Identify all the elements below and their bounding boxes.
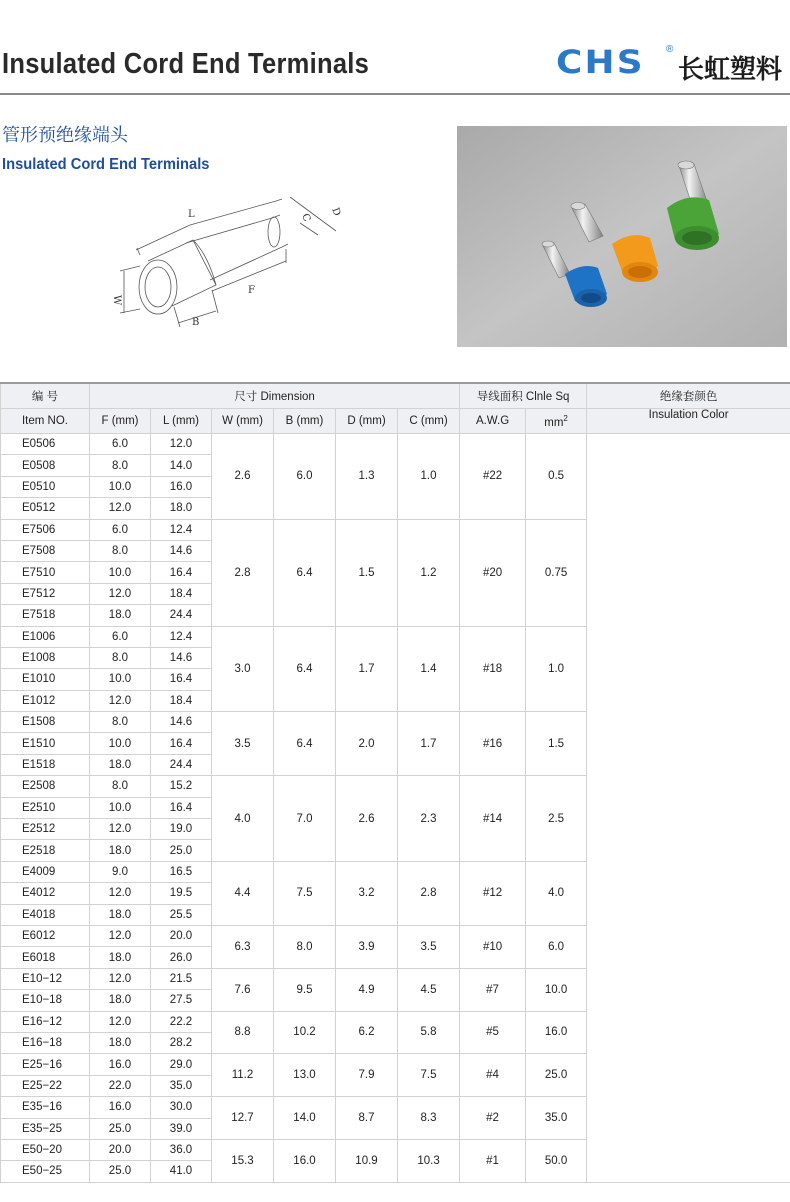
cell-D: 2.6: [336, 776, 398, 862]
cell-B: 6.4: [274, 626, 336, 712]
cell-F: 8.0: [90, 712, 151, 733]
cell-F: 6.0: [90, 519, 151, 540]
cell-F: 12.0: [90, 968, 151, 989]
cell-L: 14.6: [151, 647, 212, 668]
cell-item: E1518: [1, 754, 90, 775]
cell-L: 18.4: [151, 690, 212, 711]
cell-W: 6.3: [212, 925, 274, 968]
registered-mark: ®: [666, 44, 674, 55]
cell-D: 10.9: [336, 1139, 398, 1182]
cell-W: 8.8: [212, 1011, 274, 1054]
cell-item: E35−25: [1, 1118, 90, 1139]
cell-F: 10.0: [90, 669, 151, 690]
cell-mm2: 1.0: [526, 626, 587, 712]
cell-D: 3.9: [336, 925, 398, 968]
cell-item: E4012: [1, 883, 90, 904]
cell-item: E1510: [1, 733, 90, 754]
table-row: [1, 434, 790, 455]
cell-L: 14.6: [151, 540, 212, 561]
header-dimension: 尺寸 Dimension: [90, 383, 460, 409]
header-mm2-sup: 2: [563, 413, 568, 423]
cell-B: 10.2: [274, 1011, 336, 1054]
cell-W: 4.4: [212, 861, 274, 925]
cell-item: E50−20: [1, 1139, 90, 1160]
cell-item: E10−18: [1, 990, 90, 1011]
header-D: D (mm): [336, 409, 398, 434]
cell-F: 18.0: [90, 605, 151, 626]
cell-item: E35−16: [1, 1097, 90, 1118]
cell-item: E2510: [1, 797, 90, 818]
cell-L: 16.0: [151, 476, 212, 497]
cell-L: 12.4: [151, 626, 212, 647]
diagram-label-W: W: [111, 295, 122, 306]
cell-C: 2.8: [398, 861, 460, 925]
section-title-en: Insulated Cord End Terminals: [2, 156, 210, 173]
cell-D: 6.2: [336, 1011, 398, 1054]
spec-table: [0, 382, 790, 1183]
logo-wordmark: CHS: [556, 43, 645, 81]
cell-awg: #7: [460, 968, 526, 1011]
cell-F: 9.0: [90, 861, 151, 882]
cell-D: 4.9: [336, 968, 398, 1011]
cell-B: 7.0: [274, 776, 336, 862]
diagram-label-C: C: [299, 212, 313, 224]
cell-F: 12.0: [90, 925, 151, 946]
terminal-dimension-diagram: [100, 185, 360, 345]
cell-L: 26.0: [151, 947, 212, 968]
cell-awg: #14: [460, 776, 526, 862]
cell-F: 12.0: [90, 883, 151, 904]
page-header: [0, 0, 790, 96]
header-C: C (mm): [398, 409, 460, 434]
cell-F: 25.0: [90, 1161, 151, 1182]
section-title-cn: 管形预绝缘端头: [2, 125, 128, 146]
cell-W: 12.7: [212, 1097, 274, 1140]
cell-mm2: 50.0: [526, 1139, 587, 1182]
cell-W: 11.2: [212, 1054, 274, 1097]
cell-item: E6018: [1, 947, 90, 968]
cell-item: E50−25: [1, 1161, 90, 1182]
cell-item: E16−18: [1, 1032, 90, 1053]
cell-F: 10.0: [90, 797, 151, 818]
cell-B: 6.4: [274, 519, 336, 626]
cell-item: E16−12: [1, 1011, 90, 1032]
cell-F: 6.0: [90, 434, 151, 455]
cell-item: E2508: [1, 776, 90, 797]
cell-C: 5.8: [398, 1011, 460, 1054]
header-item-en: Item NO.: [1, 409, 90, 434]
cell-awg: #10: [460, 925, 526, 968]
cell-L: 36.0: [151, 1139, 212, 1160]
cell-L: 12.0: [151, 434, 212, 455]
header-F: F (mm): [90, 409, 151, 434]
cell-B: 7.5: [274, 861, 336, 925]
cell-item: E2518: [1, 840, 90, 861]
cell-L: 39.0: [151, 1118, 212, 1139]
cell-L: 16.5: [151, 861, 212, 882]
cell-awg: #16: [460, 712, 526, 776]
cell-L: 24.4: [151, 605, 212, 626]
cell-F: 12.0: [90, 1011, 151, 1032]
cell-F: 18.0: [90, 947, 151, 968]
cell-B: 6.0: [274, 434, 336, 520]
diagram-label-L: L: [188, 209, 195, 220]
cell-awg: #12: [460, 861, 526, 925]
cell-item: E0510: [1, 476, 90, 497]
cell-L: 25.0: [151, 840, 212, 861]
cell-C: 1.7: [398, 712, 460, 776]
cell-L: 25.5: [151, 904, 212, 925]
cell-D: 3.2: [336, 861, 398, 925]
cell-D: 1.7: [336, 626, 398, 712]
cell-B: 6.4: [274, 712, 336, 776]
cell-W: 2.8: [212, 519, 274, 626]
cell-mm2: 1.5: [526, 712, 587, 776]
cell-awg: #2: [460, 1097, 526, 1140]
cell-item: E10−12: [1, 968, 90, 989]
cell-L: 22.2: [151, 1011, 212, 1032]
cell-awg: #5: [460, 1011, 526, 1054]
cell-F: 12.0: [90, 498, 151, 519]
cell-L: 21.5: [151, 968, 212, 989]
spec-table-body: [1, 434, 790, 1183]
cell-F: 8.0: [90, 647, 151, 668]
cell-C: 10.3: [398, 1139, 460, 1182]
cell-F: 12.0: [90, 690, 151, 711]
cell-W: 3.5: [212, 712, 274, 776]
cell-L: 16.4: [151, 562, 212, 583]
cell-W: 2.6: [212, 434, 274, 520]
header-mm2: [526, 409, 587, 434]
cell-F: 18.0: [90, 990, 151, 1011]
header-W: W (mm): [212, 409, 274, 434]
cell-F: 25.0: [90, 1118, 151, 1139]
cell-L: 19.5: [151, 883, 212, 904]
cell-B: 13.0: [274, 1054, 336, 1097]
cell-L: 29.0: [151, 1054, 212, 1075]
cell-L: 20.0: [151, 925, 212, 946]
diagram-label-F: F: [248, 285, 255, 296]
cell-D: 7.9: [336, 1054, 398, 1097]
cell-F: 20.0: [90, 1139, 151, 1160]
cell-item: E4018: [1, 904, 90, 925]
cell-awg: #20: [460, 519, 526, 626]
cell-F: 10.0: [90, 562, 151, 583]
cell-insulation-color: [587, 434, 790, 1183]
page-title: Insulated Cord End Terminals: [2, 48, 370, 80]
cell-F: 12.0: [90, 583, 151, 604]
header-item-cn: 编 号: [1, 383, 90, 409]
cell-item: E7518: [1, 605, 90, 626]
cell-C: 2.3: [398, 776, 460, 862]
logo-chinese-name: 长虹塑料: [678, 54, 783, 84]
cell-mm2: 6.0: [526, 925, 587, 968]
cell-F: 22.0: [90, 1075, 151, 1096]
cell-item: E25−22: [1, 1075, 90, 1096]
cell-L: 14.0: [151, 455, 212, 476]
cell-L: 30.0: [151, 1097, 212, 1118]
cell-mm2: 0.75: [526, 519, 587, 626]
cell-item: E4009: [1, 861, 90, 882]
cell-L: 41.0: [151, 1161, 212, 1182]
cell-B: 9.5: [274, 968, 336, 1011]
cell-L: 15.2: [151, 776, 212, 797]
cell-item: E0508: [1, 455, 90, 476]
cell-F: 18.0: [90, 1032, 151, 1053]
cell-mm2: 16.0: [526, 1011, 587, 1054]
cell-mm2: 35.0: [526, 1097, 587, 1140]
cell-L: 18.4: [151, 583, 212, 604]
cell-F: 18.0: [90, 840, 151, 861]
header-color-en: Insulation Color: [587, 409, 790, 434]
cell-item: E6012: [1, 925, 90, 946]
cell-L: 18.0: [151, 498, 212, 519]
cell-L: 19.0: [151, 819, 212, 840]
cell-F: 12.0: [90, 819, 151, 840]
cell-F: 6.0: [90, 626, 151, 647]
header-color-cn: 绝缘套颜色: [587, 383, 790, 409]
cell-F: 10.0: [90, 733, 151, 754]
cell-item: E1012: [1, 690, 90, 711]
cell-D: 1.3: [336, 434, 398, 520]
cell-L: 12.4: [151, 519, 212, 540]
cell-F: 8.0: [90, 455, 151, 476]
header-L: L (mm): [151, 409, 212, 434]
cell-W: 3.0: [212, 626, 274, 712]
cell-C: 7.5: [398, 1054, 460, 1097]
cell-item: E7506: [1, 519, 90, 540]
cell-L: 24.4: [151, 754, 212, 775]
cell-item: E1010: [1, 669, 90, 690]
header-mm2-unit: mm: [544, 416, 564, 429]
cell-C: 1.4: [398, 626, 460, 712]
cell-mm2: 2.5: [526, 776, 587, 862]
cell-B: 8.0: [274, 925, 336, 968]
cell-B: 16.0: [274, 1139, 336, 1182]
cell-L: 27.5: [151, 990, 212, 1011]
cell-L: 16.4: [151, 669, 212, 690]
cell-mm2: 0.5: [526, 434, 587, 520]
cell-item: E1006: [1, 626, 90, 647]
cell-D: 2.0: [336, 712, 398, 776]
cell-F: 8.0: [90, 776, 151, 797]
header-divider: [0, 93, 790, 95]
cell-awg: #4: [460, 1054, 526, 1097]
cell-mm2: 10.0: [526, 968, 587, 1011]
cell-W: 7.6: [212, 968, 274, 1011]
header-awg: A.W.G: [460, 409, 526, 434]
cell-item: E7508: [1, 540, 90, 561]
cell-C: 1.0: [398, 434, 460, 520]
cell-D: 8.7: [336, 1097, 398, 1140]
diagram-label-D: D: [329, 206, 343, 218]
cell-L: 28.2: [151, 1032, 212, 1053]
diagram-label-B: B: [192, 317, 200, 328]
cell-item: E7512: [1, 583, 90, 604]
cell-F: 8.0: [90, 540, 151, 561]
cell-awg: #18: [460, 626, 526, 712]
cell-L: 16.4: [151, 797, 212, 818]
cell-mm2: 25.0: [526, 1054, 587, 1097]
cell-F: 18.0: [90, 754, 151, 775]
product-photo: [457, 126, 787, 347]
cell-awg: #1: [460, 1139, 526, 1182]
cell-item: E0512: [1, 498, 90, 519]
cell-C: 3.5: [398, 925, 460, 968]
cell-W: 4.0: [212, 776, 274, 862]
cell-mm2: 4.0: [526, 861, 587, 925]
photo-background: [457, 126, 787, 347]
cell-C: 4.5: [398, 968, 460, 1011]
cell-item: E0506: [1, 434, 90, 455]
cell-F: 18.0: [90, 904, 151, 925]
cell-L: 16.4: [151, 733, 212, 754]
cell-awg: #22: [460, 434, 526, 520]
cell-L: 35.0: [151, 1075, 212, 1096]
cell-C: 8.3: [398, 1097, 460, 1140]
header-B: B (mm): [274, 409, 336, 434]
cell-item: E1508: [1, 712, 90, 733]
cell-W: 15.3: [212, 1139, 274, 1182]
cell-F: 16.0: [90, 1054, 151, 1075]
brand-logo: [556, 43, 783, 84]
cell-item: E2512: [1, 819, 90, 840]
cell-L: 14.6: [151, 712, 212, 733]
cell-item: E25−16: [1, 1054, 90, 1075]
header-wire-area: 导线面积 Clnle Sq: [460, 383, 587, 409]
cell-item: E1008: [1, 647, 90, 668]
cell-F: 10.0: [90, 476, 151, 497]
cell-C: 1.2: [398, 519, 460, 626]
cell-F: 16.0: [90, 1097, 151, 1118]
cell-B: 14.0: [274, 1097, 336, 1140]
cell-D: 1.5: [336, 519, 398, 626]
cell-item: E7510: [1, 562, 90, 583]
